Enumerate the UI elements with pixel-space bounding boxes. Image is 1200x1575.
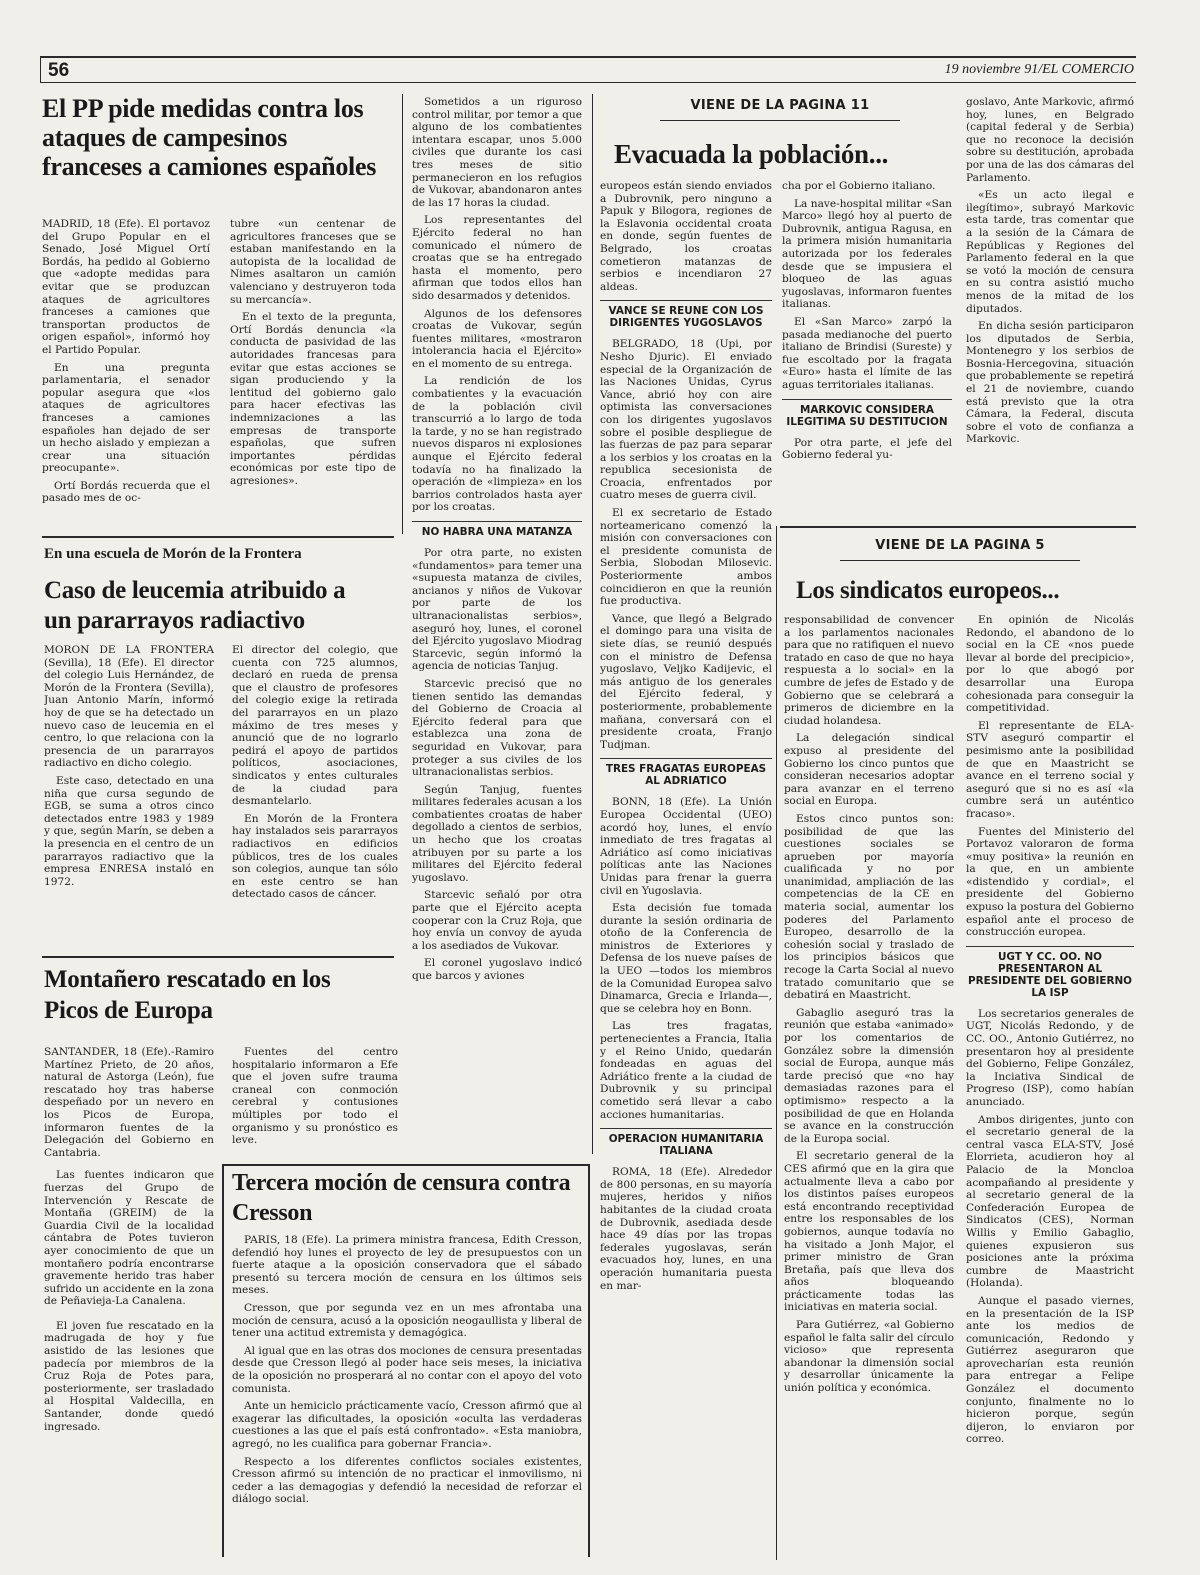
paragraph: Por otra parte, el jefe del Gobierno federal yu- [782,436,952,462]
sindicatos-col-6 [966,614,1134,1560]
kicker-rule [840,560,1080,561]
subhead-markovic: MARKOVIC CONSIDERA ILEGITIMA SU DESTITUCION [782,399,952,428]
paragraph: En opinión de Nicolás Redondo, el abandono de lo social en la CE «nos puede llevar al borde del precipicio», por lo que abogó por desarrollar una Europa cohesionada para conseguir la competitividad. [966,614,1134,715]
section-divider [780,526,1136,528]
paragraph: El joven fue rescatado en la madrugada de hoy y fue asistido de las lesiones que padecía por miembros de la Cruz Roja de Potes para, posteriormente, ser trasladado al Hospital Valdecilla, en Santander, donde quedó ingresado. [44,1319,214,1433]
sindicatos-kicker: VIENE DE LA PAGINA 5 [875,538,1045,553]
pp-headline: El PP pide medidas contra los ataques de campesinos franceses a camiones españoles [42,94,377,181]
section-divider [42,536,394,538]
paragraph: En el texto de la pregunta, Ortí Bordás denuncia «la conducta de pasividad de las autoridades francesas para evitar que estas acciones se sigan produciendo y la lentitud del gobierno galo para hacer efectivas las indemnizaciones a las empresas de transporte españolas, que sufren importantes pérdidas económicas por este tipo de agresiones». [230,311,396,487]
paragraph: MADRID, 18 (Efe). El portavoz del Grupo Popular en el Senado, José Miguel Ortí Bordás, ha pedido al Gobierno que «adopte medidas para evitar que se produzcan ataques de agricultores franceses a camiones que transportan productos de origen español», informó hoy el Partido Popular. [42,218,210,356]
paragraph: Para Gutiérrez, «al Gobierno español le falta salir del círculo vicioso» que representa abandonar la dimensión social y desarrollar únicamente la unión política y económica. [784,1319,954,1395]
dateline-paper: 19 noviembre 91/EL COMERCIO [944,62,1134,77]
paragraph: Fuentes del Ministerio del Portavoz valoraron de forma «muy positiva» la reunión en la que, en un ambiente «distendido y cordial», el presidente del Gobierno expuso la postura del Gobierno español ante el proceso de construcción europea. [966,825,1134,939]
header-top-rule [40,56,1136,58]
yugo-col-3 [412,96,582,1156]
moron-col-1 [44,644,214,949]
montanero-col-1 [44,1046,214,1560]
paragraph: Sometidos a un riguroso control militar, por temor a que alguno de los combatientes intentara escapar, unos 5.000 civiles que durante los casi tres meses de sitio permanecieron en los refugios de Vukovar, abandonaron antes de las 17 horas la ciudad. [412,96,582,209]
subhead-fragatas: TRES FRAGATAS EUROPEAS AL ADRIATICO [600,758,772,787]
paragraph: cha por el Gobierno italiano. [782,180,936,192]
paragraph: Fuentes del centro hospitalario informaron a Efe que el joven sufre trauma craneal con conmoción cerebral y contusiones múltiples por todo el organismo y su pronóstico es leve. [232,1046,398,1146]
paragraph: SANTANDER, 18 (Efe).-Ramiro Martínez Prieto, de 20 años, natural de Astorga (León), fue rescatado hoy tras haberse despeñado por un nevero en los Picos de Europa, informaron fuentes de la Delegación del Gobierno en Cantabria. [44,1046,214,1159]
paragraph: Por otra parte, no existen «fundamentos» para temer una «supuesta matanza de civiles, ancianos y niños de Vukovar por parte de los ultranacionalistas serbios», aseguró hoy, lunes, el coronel del Ejército yugoslavo Miodrag Starcevic, según informó la agencia de noticias Tanjug. [412,547,582,673]
section-divider [42,956,394,958]
paragraph: Gabaglio aseguró tras la reunión que estaba «animado» por los comentarios de González sobre la dimensión social de Europa, aunque más tarde precisó que «no hay demasiadas razones para el optimismo» respecto a la posibilidad de que en Holanda se avance en la construcción de la Europa social. [784,1006,954,1145]
paragraph: El representante de ELA-STV aseguró compartir el pesimismo ante la posibilidad de que en Maastricht se avance en el terreno social y aseguró que si no es así «la cumbre será un auténtico fracaso». [966,719,1134,820]
column-separator [402,94,403,534]
paragraph: BONN, 18 (Efe). La Unión Europea Occidental (UEO) acordó hoy, lunes, el envío inmediato de tres fragatas al Adriático así como iniciativas políticas ante las Naciones Unidas para frenar la guerra civil en Yugoslavia. [600,796,772,897]
paragraph: Aunque el pasado viernes, en la presentación de la ISP ante los medios de comunicación, Redondo y Gutiérrez aseguraron que aprovecharían esta reunión para entregar a Felipe González el documento conjunto, finalmente no lo hicieron porque, según dijeron, lo enviaron por correo. [966,1294,1134,1446]
paragraph: En dicha sesión participaron los diputados de Serbia, Montenegro y los serbios de Bosnia-Hercegovina, situación que probablemente se repetirá el 21 de noviembre, cuando está previsto que la otra Cámara, la Federal, discuta sobre el voto de confianza a Markovic. [966,320,1134,446]
montanero-headline: Montañero rescatado en los Picos de Europa [44,966,331,1024]
cresson-body [232,1234,582,1554]
paragraph: En Morón de la Frontera hay instalados seis pararrayos radiactivos en edificios públicos, tres de los cuales son colegios, aunque tan sólo en este centro se han detectado casos de cáncer. [232,812,398,901]
paragraph: Respecto a los diferentes conflictos sociales existentes, Cresson afirmó su intención de no practicar el inmovilismo, ni ceder a las demagogias y defendió la necesidad de reforzar el diálogo social. [232,1455,582,1506]
paragraph: Algunos de los defensores croatas de Vukovar, según fuentes militares, «mostraron intolerancia hacia el Ejército» en el momento de su entrega. [412,307,582,370]
evacuada-col-4 [600,180,772,1560]
paragraph: Este caso, detectado en una niña que cursa segundo de EGB, se suma a otros cinco detectados entre 1983 y 1989 y que, según Marín, se deben a la presencia en el centro de un pararrayos radiactivo que la empresa ENRESA instaló en 1972. [44,774,214,888]
header-left-rule [40,56,41,83]
subhead-vance: VANCE SE REUNE CON LOS DIRIGENTES YUGOSLAVOS [600,300,772,329]
paragraph: Estos cinco puntos son: posibilidad de que las cuestiones sociales se aprueben por mayoría cualificada y no por unanimidad, ampliación de las competencias de la CE en materia social, aumentar los poderes del Parlamento Europeo, desarrollo de la cohesión social y traslado de los principios básicos que recoge la Carta Social al nuevo tratado comunitario que se debatirá en Maastricht. [784,812,954,1002]
subhead-ugt: UGT Y CC. OO. NO PRESENTARON AL PRESIDENTE DEL GOBIERNO LA ISP [966,946,1134,999]
paragraph: Vance, que llegó a Belgrado el domingo para una visita de siete días, se reunió después con el ministro de Defensa yugoslavo, Veljko Kadijevic, el más antiguo de los generales del Ejército federal, y posteriormente, probablemente mañana, conversará con el presidente croata, Franjo Tudjman. [600,612,772,751]
paragraph: goslavo, Ante Markovic, afirmó hoy, lunes, en Belgrado (capital federal y de Serbia) que no reconoce la decisión sobre su destitución, aprobada por una de las dos cámaras del Parlamento. [966,96,1134,184]
paragraph: Las fuentes indicaron que fuerzas del Grupo de Intervención y Rescate de Montaña (GREIM) de la Guardia Civil de la localidad cántabra de Potes tuvieron ayer conocimiento de que un montañero podría encontrarse gravemente herido tras haber sufrido un accidente en la zona de Peñavieja-La Canalena. [44,1169,214,1308]
paragraph: Los secretarios generales de UGT, Nicolás Redondo, y de CC. OO., Antonio Gutiérrez, no presentaron hoy al presidente del Gobierno, Felipe González, la Inciativa Sindical de Progreso (ISP), como habían anunciado. [966,1007,1134,1108]
sindicatos-headline: Los sindicatos europeos... [796,577,1060,604]
column-separator [592,94,593,1154]
moron-headline: Caso de leucemia atribuido a un pararrayos radiactivo [44,577,346,634]
paragraph: En una pregunta parlamentaria, el senador popular asegura que «los ataques de agricultores franceses a camiones españoles han dejado de ser un hecho aislado y empiezan a crear una situación preocupante». [42,361,210,475]
paragraph: Las tres fragatas, pertenecientes a Francia, Italia y el Reino Unido, quedarán fondeadas en aguas del Adriático frente a la ciudad de Dubrovnik y su principal cometido será llevar a cabo acciones humanitarias. [600,1020,772,1121]
paragraph: Starcevic señaló por otra parte que el Ejército acepta cooperar con la Cruz Roja, que hoy envía un convoy de ayuda a los asediados de Vukovar. [412,889,582,952]
paragraph: El director del colegio, que cuenta con 725 alumnos, declaró en rueda de prensa que el claustro de profesores del colegio exige la retirada del pararrayos en un plazo máximo de tres meses y anunció que de no lograrlo pedirá el apoyo de partidos políticos, asociaciones, sindicatos y entes culturales de la ciudad para desmantelarlo. [232,644,398,808]
evacuada-col-5 [782,180,952,520]
paragraph: La nave-hospital militar «San Marco» llegó hoy al puerto de Dubrovnik, antigua Ragusa, en la primera misión humanitaria autorizada por los federales desde que se impusiera el bloqueo de las aguas yugoslavas, informaron fuentes italianas. [782,197,952,311]
page-number: 56 [48,60,70,81]
paragraph: Ambos dirigentes, junto con el secretario general de la central vasca ELA-STV, José Elorrieta, acudieron hoy al Palacio de la Moncloa acompañando al presidente y al secretario general de la Confederación Europea de Sindicatos (CES), Norman Willis y Emilio Gabaglio, quienes expusieron sus posiciones ante la próxima cumbre de Maastricht (Holanda). [966,1113,1134,1290]
paragraph: El «San Marco» zarpó la pasada medianoche del puerto italiano de Brindisi (Sureste) y fue escoltado por la fragata «Euro» hasta el límite de las aguas territoriales italianas. [782,315,952,391]
paragraph: Cresson, que por segunda vez en un mes afrontaba una moción de censura, acusó a la oposición neogaullista y liberal de tener una actitud extremista y demagógica. [232,1301,582,1340]
paragraph: Starcevic precisó que no tienen sentido las demandas del Gobierno de Croacia al Ejército federal para que establezca una zona de seguridad en Vukovar, para proteger a sus civiles de los ultranacionalistas serbios. [412,677,582,779]
paragraph: Ante un hemiciclo prácticamente vacío, Cresson afirmó que al exagerar las dificultades, la oposición «oculta las verdaderas cuestiones a las que el país está confrontado». «Esta maniobra, agregó, no les cualifica para gobernar Francia». [232,1400,582,1450]
evacuada-headline: Evacuada la población... [614,139,889,169]
paragraph: Los representantes del Ejército federal no han comunicado el número de croatas que se ha entregado hasta el momento, pero afirman que todos ellos han sido desarmados y detenidos. [412,214,582,302]
evacuada-col-6 [966,96,1134,520]
kicker-rule [660,120,900,121]
paragraph: BELGRADO, 18 (Upi, por Nesho Djuric). El enviado especial de la Organización de las Naciones Unidas, Cyrus Vance, abrió hoy con aire optimista las conversaciones con los dirigentes yugoslavos sobre el posible despliegue de las fuerzas de paz para separar a los serbios y los croatas en la republica secesionista de Croacia, enfrentados por cuatro meses de guerra civil. [600,338,772,502]
montanero-col-2 [232,1046,398,1146]
paragraph: «Es un acto ilegal e ilegítimo», subrayó Markovic esta tarde, tras comentar que a la sesión de la Cámara de Repúblicas y Regiones del Parlamento federal en la que se votó la moción de censura en su contra asistió mucho menos de la mitad de los diputados. [966,189,1134,315]
paragraph: La delegación sindical expuso al presidente del Gobierno los cinco puntos que consideran necesarios adoptar para avanzar en el terreno social en Europa. [784,732,954,808]
pp-col-1 [42,218,210,524]
paragraph: ROMA, 18 (Efe). Alrededor de 800 personas, en su mayoría mujeres, heridos y niños habitantes de la ciudad croata de Dubrovnik, asediada desde hace 49 días por las tropas federales yugoslavas, serán evacuados hoy, lunes, en una operación humanitaria puesta en mar- [600,1166,772,1292]
pp-article [42,94,398,526]
cresson-headline: Tercera moción de censura contra Cresson [232,1170,571,1226]
paragraph: Según Tanjug, fuentes militares federales acusan a los combatientes croatas de haber degollado a cientos de serbios, un hecho que los croatas atribuyen por su parte a los militares del Ejército federal yugoslavo. [412,783,582,884]
paragraph: responsabilidad de convencer a los parlamentos nacionales para que no ratifiquen el nuevo tratado en caso de que no haya respuesta a lo social» en la cumbre de jefes de Estado y de Gobierno que se celebrará a primeros de diciembre en la ciudad holandesa. [784,614,954,727]
paragraph: Ortí Bordás recuerda que el pasado mes de oc- [42,479,210,505]
paragraph: El coronel yugoslavo indicó que barcos y aviones [412,957,582,982]
column-separator [776,526,777,1560]
header-bottom-rule [40,82,1136,83]
paragraph: tubre «un centenar de agricultores franceses que se estaban manifestando en la autopista de la localidad de Nimes asaltaron un camión valenciano y destruyeron toda su mercancía». [230,218,396,306]
paragraph: La rendición de los combatientes y la evacuación de la población civil transcurrió a lo largo de toda la tarde, y no se han registrado nuevos disparos ni explosiones aunque el Ejército federal todavía no ha finalizado la operación de «limpieza» en los barrios controlados hasta ayer por los croatas. [412,375,582,514]
moron-col-2 [232,644,398,949]
paragraph: Esta decisión fue tomada durante la sesión ordinaria de otoño de la Conferencia de ministros de Exteriores y Defensa de los nueve países de la UEO —todos los miembros de la Comunidad Europea salvo Dinamarca, Grecia e Irlanda—, que se celebra hoy en Bonn. [600,902,772,1015]
subhead-operacion: OPERACION HUMANITARIA ITALIANA [600,1128,772,1157]
subhead-no-habra: NO HABRA UNA MATANZA [412,521,582,538]
paragraph: El secretario general de la CES afirmó que en la gira que actualmente lleva a cabo por los distintos países europeos está encontrando receptividad entre los responsables de los gobiernos, aunque todavía no ha visitado a Jonh Major, el primer ministro de Gran Bretaña, país que lleva dos años bloqueando prácticamente todas las iniciativas en materia social. [784,1150,954,1314]
moron-kicker: En una escuela de Morón de la Frontera [44,546,302,562]
paragraph: MORON DE LA FRONTERA (Sevilla), 18 (Efe). El director del colegio Luis Hernández, de Morón de la Frontera (Sevilla), Juan Antonio Marín, informó hoy de que se ha detectado un nuevo caso de leucemia en el centro, lo que relaciona con la presencia de un pararrayos radiactivo en dicho colegio. [44,644,214,770]
paragraph: europeos están siendo enviados a Dubrovnik, pero ninguno a Papuk y Bilogora, regiones de la Eslavonia occidental croata en donde, según fuentes de Belgrado, los croatas cometieron matanzas de serbios e incendiaron 27 aldeas. [600,180,772,293]
evacuada-kicker: VIENE DE LA PAGINA 11 [690,98,870,113]
paragraph: El ex secretario de Estado norteamericano comenzó la misión con conversaciones con el presidente comunista de Serbia, Slobodan Milosevic. Posteriormente ambos coincidieron en que la reunión fue productiva. [600,507,772,608]
paragraph: PARIS, 18 (Efe). La primera ministra francesa, Edith Cresson, defendió hoy lunes el proyecto de ley de presupuestos con un fuerte ataque a la oposición conservadora que el sábado presentó su tercera moción de censura en los últimos seis meses. [232,1234,582,1297]
paragraph: Al igual que en las otras dos mociones de censura presentadas desde que Cresson llegó al poder hace seis meses, la iniciativa de la oposición no prosperará al no contar con el apoyo del voto comunista. [232,1344,582,1395]
pp-col-2 [230,218,396,524]
sindicatos-col-5 [784,614,954,1560]
